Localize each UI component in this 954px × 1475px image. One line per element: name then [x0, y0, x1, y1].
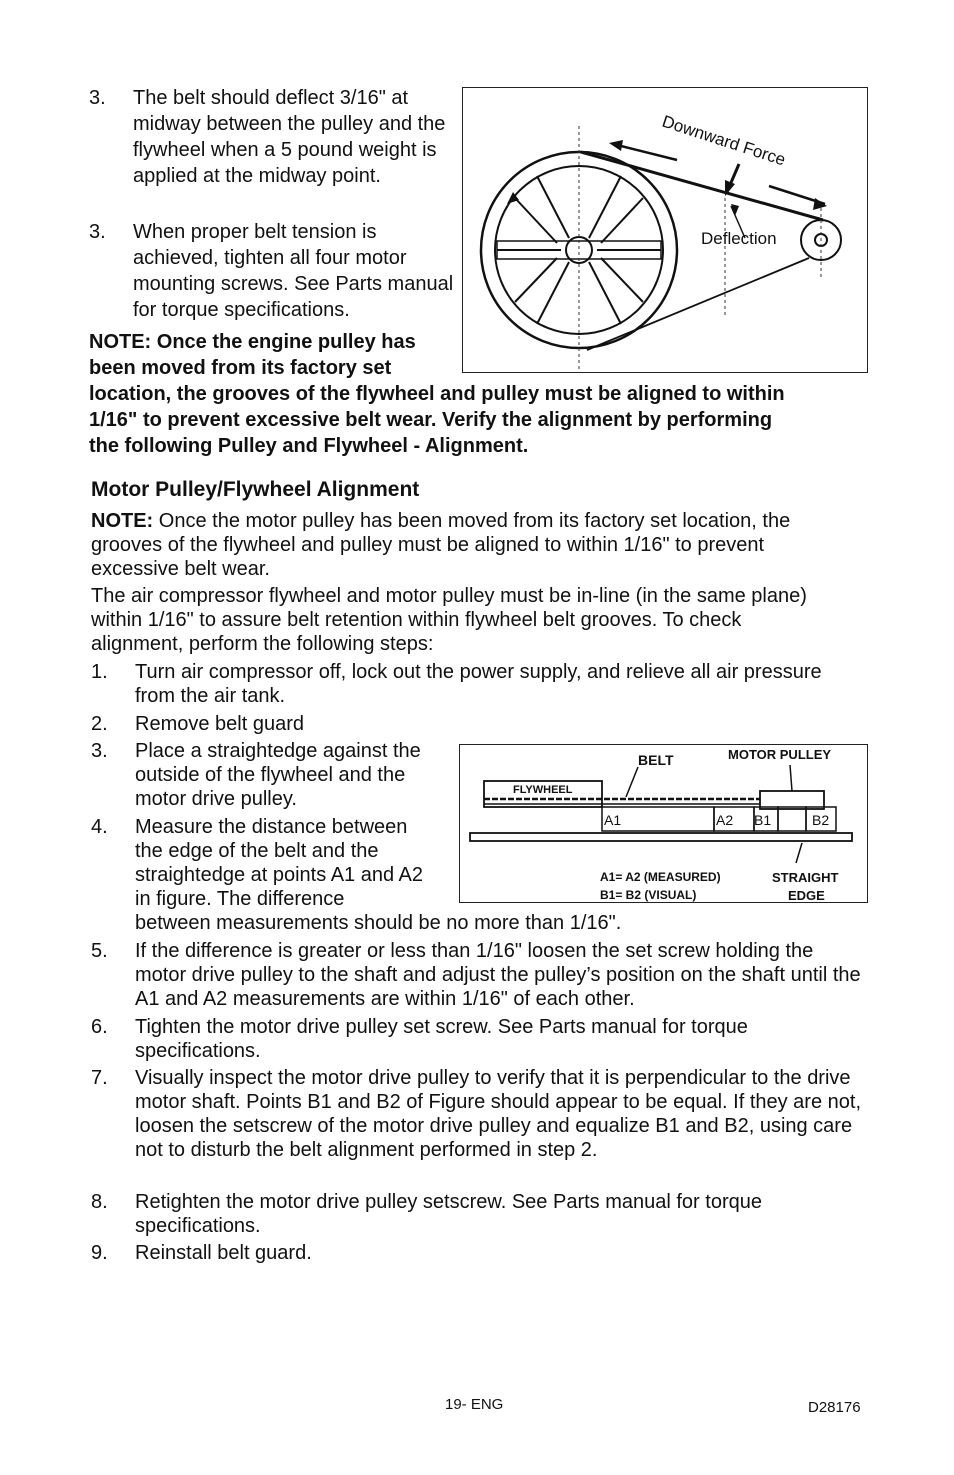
- note-text: Once the motor pulley has been moved from its factory set location, the grooves of the flywheel and pulley must be aligned to within 1/16" to prevent excessive belt wear.: [91, 510, 791, 580]
- step-text: Reinstall belt guard.: [135, 1242, 312, 1264]
- step-text: Visually inspect the motor drive pulley to verify that it is perpendicular to the drive motor shaft. Points B1 and B2 of Figure should appear to be equal. If they are not, loosen the setscrew of the motor drive pulley and equalize B1 and B2, using care not to disturb the belt alignment performed in step 2.: [135, 1067, 862, 1161]
- straight-edge-shape: [470, 833, 852, 841]
- step-number: 2.: [91, 713, 108, 735]
- note-line: been moved from its factory set: [89, 357, 392, 379]
- step-line: the edge of the belt and the: [135, 840, 379, 862]
- note-line: location, the grooves of the flywheel and pulley must be aligned to within: [89, 383, 785, 405]
- step-number: 1.: [91, 661, 108, 683]
- belt-label: BELT: [638, 752, 674, 768]
- step-number: 7.: [91, 1067, 108, 1089]
- step-text: Tighten the motor drive pulley set screw. See Parts manual for torque specifications.: [135, 1016, 748, 1062]
- step-text: Remove belt guard: [135, 713, 304, 735]
- step-number: 6.: [91, 1016, 108, 1038]
- step-number: 8.: [91, 1191, 108, 1213]
- motor-pulley-label: MOTOR PULLEY: [728, 747, 832, 762]
- step-line: in figure. The difference: [135, 888, 345, 910]
- step-text: If the difference is greater or less than 1/16" loosen the set screw holding the motor drive pulley to the shaft and adjust the pulley’s position on the shaft until the A1 and A2 measurements are within 1/16" of each other.: [135, 940, 861, 1010]
- belt-upper: [581, 152, 823, 220]
- step-line: between measurements should be no more than 1/16".: [135, 912, 622, 934]
- note-line: NOTE: Once the engine pulley has: [89, 331, 416, 353]
- section-note: [91, 509, 851, 581]
- step-number: 9.: [91, 1242, 108, 1264]
- equation-b: B1= B2 (VISUAL): [600, 888, 697, 902]
- step-line: straightedge at points A1 and A2: [135, 864, 423, 886]
- section-intro: The air compressor flywheel and motor pulley must be in-line (in the same plane) within 1/16" to assure belt retention within flywheel belt grooves. To check alignment, perform the following steps:: [91, 585, 807, 655]
- step-text: When proper belt tension is achieved, tighten all four motor mounting screws. See Parts manual for torque specifications.: [133, 221, 454, 321]
- step-text: Turn air compressor off, lock out the power supply, and relieve all air pressure from the air tank.: [135, 661, 822, 707]
- figure-alignment: [459, 744, 868, 903]
- step-text: Place a straightedge against the outside of the flywheel and the motor drive pulley.: [135, 740, 421, 810]
- belt-deflection-diagram: [463, 88, 867, 372]
- note-line: 1/16" to prevent excessive belt wear. Verify the alignment by performing: [89, 409, 773, 431]
- note-label: NOTE:: [91, 510, 154, 532]
- step-number: 3.: [89, 221, 106, 243]
- step-number: 3.: [89, 87, 106, 109]
- b1-label: B1: [754, 812, 772, 828]
- b2-label: B2: [812, 812, 830, 828]
- deflection-label: Deflection: [701, 229, 777, 248]
- straight-edge-label-2: EDGE: [788, 888, 825, 902]
- straight-edge-label-1: STRAIGHT: [772, 870, 839, 885]
- section-heading: Motor Pulley/Flywheel Alignment: [91, 478, 420, 501]
- step-line: Measure the distance between: [135, 816, 408, 838]
- step-number: 4.: [91, 816, 108, 838]
- equation-a: A1= A2 (MEASURED): [600, 870, 721, 884]
- downward-force-label: Downward Force: [659, 111, 788, 170]
- page-number: 19- ENG: [445, 1396, 504, 1413]
- step-number: 5.: [91, 940, 108, 962]
- a2-label: A2: [716, 812, 734, 828]
- alignment-diagram: [460, 745, 867, 902]
- step-text: Retighten the motor drive pulley setscrew. See Parts manual for torque specifications.: [135, 1191, 762, 1237]
- flywheel-label: FLYWHEEL: [513, 784, 573, 796]
- step-number: 3.: [91, 740, 108, 762]
- document-id: D28176: [808, 1399, 861, 1416]
- step-text: The belt should deflect 3/16" at midway between the pulley and the flywheel when a 5 pound weight is applied at the midway point.: [133, 87, 446, 187]
- figure-belt-deflection: [462, 87, 868, 373]
- note-line: the following Pulley and Flywheel - Alignment.: [89, 435, 529, 457]
- belt-lower: [587, 258, 809, 350]
- a1-label: A1: [604, 812, 622, 828]
